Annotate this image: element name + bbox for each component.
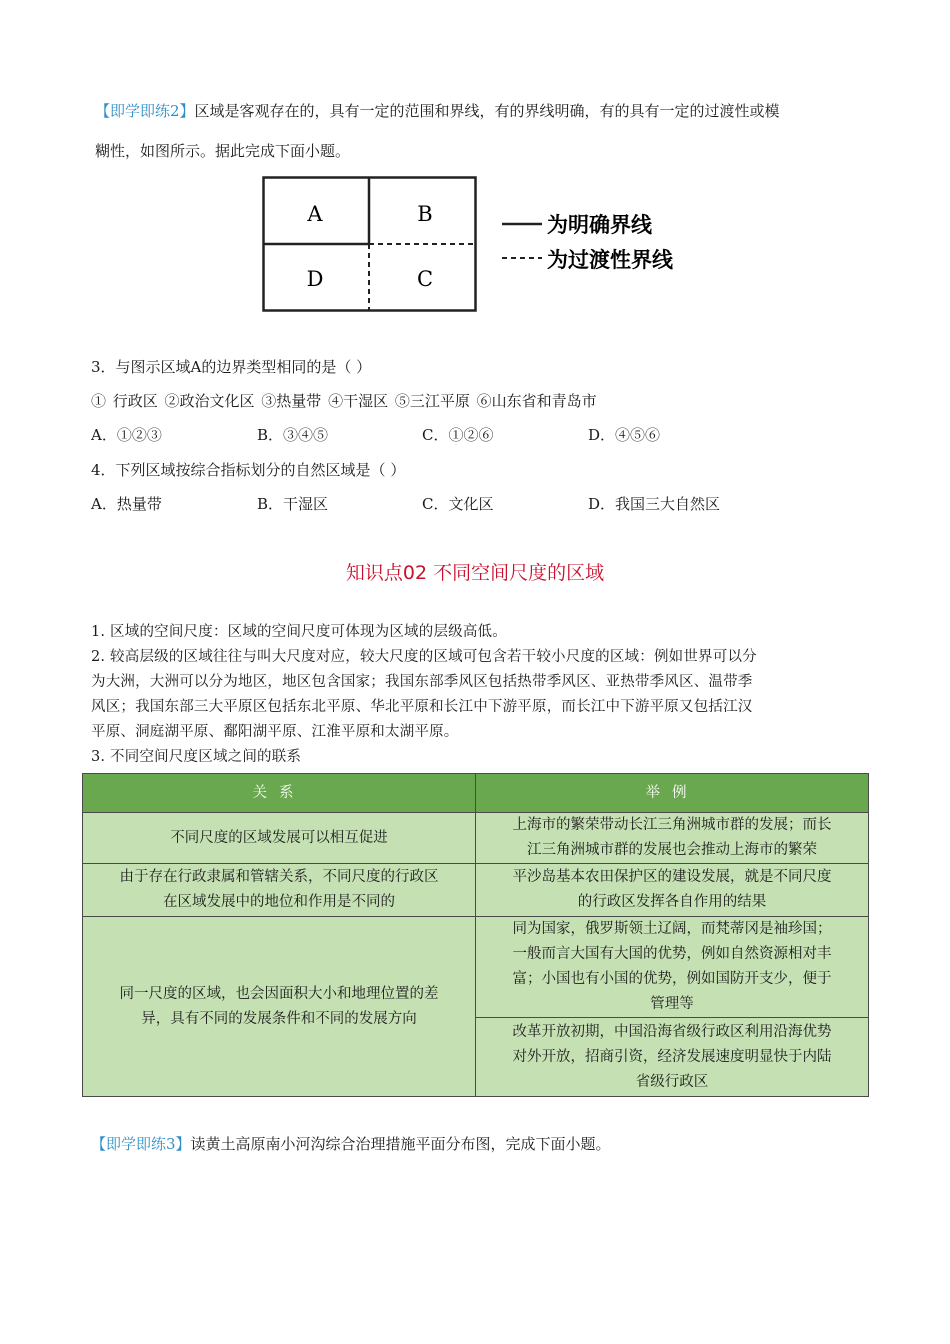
- row2-relation-line: 由于存在行政隶属和管辖关系，不同尺度的行政区: [119, 869, 439, 885]
- practice3-intro: [91, 1133, 611, 1155]
- knowledge-point-3: 3. 不同空间尺度区域之间的联系: [91, 749, 302, 765]
- row2-example: [476, 864, 869, 917]
- header-relation: 关系: [83, 774, 476, 813]
- cell-label-c: C: [416, 267, 434, 291]
- practice2-intro-line1: [95, 100, 865, 122]
- question-4-option-d[interactable]: D．我国三大自然区: [588, 495, 721, 513]
- question-4-option-a[interactable]: A．热量带: [91, 495, 162, 513]
- question-4-stem: 4．下列区域按综合指标划分的自然区域是（ ）: [91, 461, 406, 479]
- row3-example2-line: 对外开放，招商引资，经济发展速度明显快于内陆: [512, 1048, 832, 1065]
- row3-relation: [83, 917, 476, 1097]
- practice2-tag: 【即学即练2】: [95, 102, 195, 120]
- row3-example-line: 同为国家，俄罗斯领土辽阔，而梵蒂冈是袖珍国；: [512, 921, 832, 937]
- question-4-option-c[interactable]: C．文化区: [422, 495, 494, 513]
- question-4-option-b[interactable]: B．干湿区: [257, 495, 329, 513]
- boundary-diagram: [262, 176, 692, 312]
- row3-example2-line: 改革开放初期，中国沿海省级行政区利用沿海优势: [512, 1023, 832, 1040]
- practice3-text: 读黄土高原南小河沟综合治理措施平面分布图，完成下面小题。: [190, 1135, 611, 1153]
- question-3-items: ① 行政区 ②政治文化区 ③热量带 ④干湿区 ⑤三江平原 ⑥山东省和青岛市: [91, 392, 597, 410]
- cell-label-d: D: [306, 267, 324, 291]
- row3-example-line: 管理等: [650, 996, 694, 1012]
- table-header-row: [83, 774, 869, 813]
- row3-relation-line: 异，具有不同的发展条件和不同的发展方向: [141, 1010, 417, 1027]
- section-title: 知识点02 不同空间尺度的区域: [345, 562, 605, 584]
- question-3-stem: 3．与图示区域A的边界类型相同的是（ ）: [91, 358, 372, 376]
- row2-relation: [83, 864, 476, 917]
- practice2-intro-line2: 糊性，如图所示。据此完成下面小题。: [95, 142, 351, 160]
- legend-dashed-label: 为过渡性界线: [547, 248, 673, 272]
- table-row: [83, 917, 869, 1018]
- kp2-line-2: 为大洲，大洲可以分为地区，地区包含国家；我国东部季风区包括热带季风区、亚热带季风区、温带季: [91, 674, 753, 690]
- cell-label-a: A: [307, 202, 323, 226]
- row2-relation-line: 在区域发展中的地位和作用是不同的: [163, 894, 395, 910]
- row1-example-line: 上海市的繁荣带动长江三角洲城市群的发展；而长: [512, 817, 832, 833]
- question-3-option-b[interactable]: B．③④⑤: [257, 426, 329, 444]
- row3-example2-line: 省级行政区: [635, 1073, 709, 1090]
- row3-relation-line: 同一尺度的区域，也会因面积大小和地理位置的差: [119, 985, 439, 1002]
- knowledge-point-2: [91, 645, 871, 745]
- row2-example-line: 平沙岛基本农田保护区的建设发展，就是不同尺度: [512, 869, 832, 885]
- kp2-line-4: 平原、洞庭湖平原、鄱阳湖平原、江淮平原和太湖平原。: [91, 724, 459, 740]
- row2-example-line: 的行政区发挥各自作用的结果: [577, 894, 767, 910]
- row1-example: [476, 813, 869, 864]
- region-relationship-table: [82, 773, 869, 1097]
- row1-relation: 不同尺度的区域发展可以相互促进: [83, 813, 476, 864]
- question-3-option-c[interactable]: C．①②⑥: [422, 426, 494, 444]
- header-example: 举例: [476, 774, 869, 813]
- practice2-text: 区域是客观存在的，具有一定的范围和界线，有的界线明确，有的具有一定的过渡性或模: [194, 102, 780, 120]
- table-row: [83, 864, 869, 917]
- row3-example-line: 一般而言大国有大国的优势，例如自然资源相对丰: [512, 946, 832, 962]
- kp2-line-1: 2. 较高层级的区域往往与叫大尺度对应，较大尺度的区域可包含若干较小尺度的区域：例如世界可以分: [91, 649, 757, 665]
- knowledge-point-1: 1. 区域的空间尺度：区域的空间尺度可体现为区域的层级高低。: [91, 624, 507, 640]
- practice3-tag: 【即学即练3】: [91, 1135, 191, 1153]
- question-3-option-d[interactable]: D．④⑤⑥: [588, 426, 661, 444]
- cell-label-b: B: [417, 202, 433, 226]
- row3-example-line: 富；小国也有小国的优势，例如国防开支少，便于: [512, 971, 832, 987]
- row1-example-line: 江三角洲城市群的发展也会推动上海市的繁荣: [527, 842, 817, 858]
- legend-solid-label: 为明确界线: [547, 213, 652, 237]
- kp2-line-3: 风区；我国东部三大平原区包括东北平原、华北平原和长江中下游平原，而长江中下游平原又包括江汉: [91, 699, 753, 715]
- row3-example-1: [476, 917, 869, 1018]
- question-3-option-a[interactable]: A．①②③: [91, 426, 162, 444]
- row3-example-2: [476, 1018, 869, 1097]
- table-row: [83, 813, 869, 864]
